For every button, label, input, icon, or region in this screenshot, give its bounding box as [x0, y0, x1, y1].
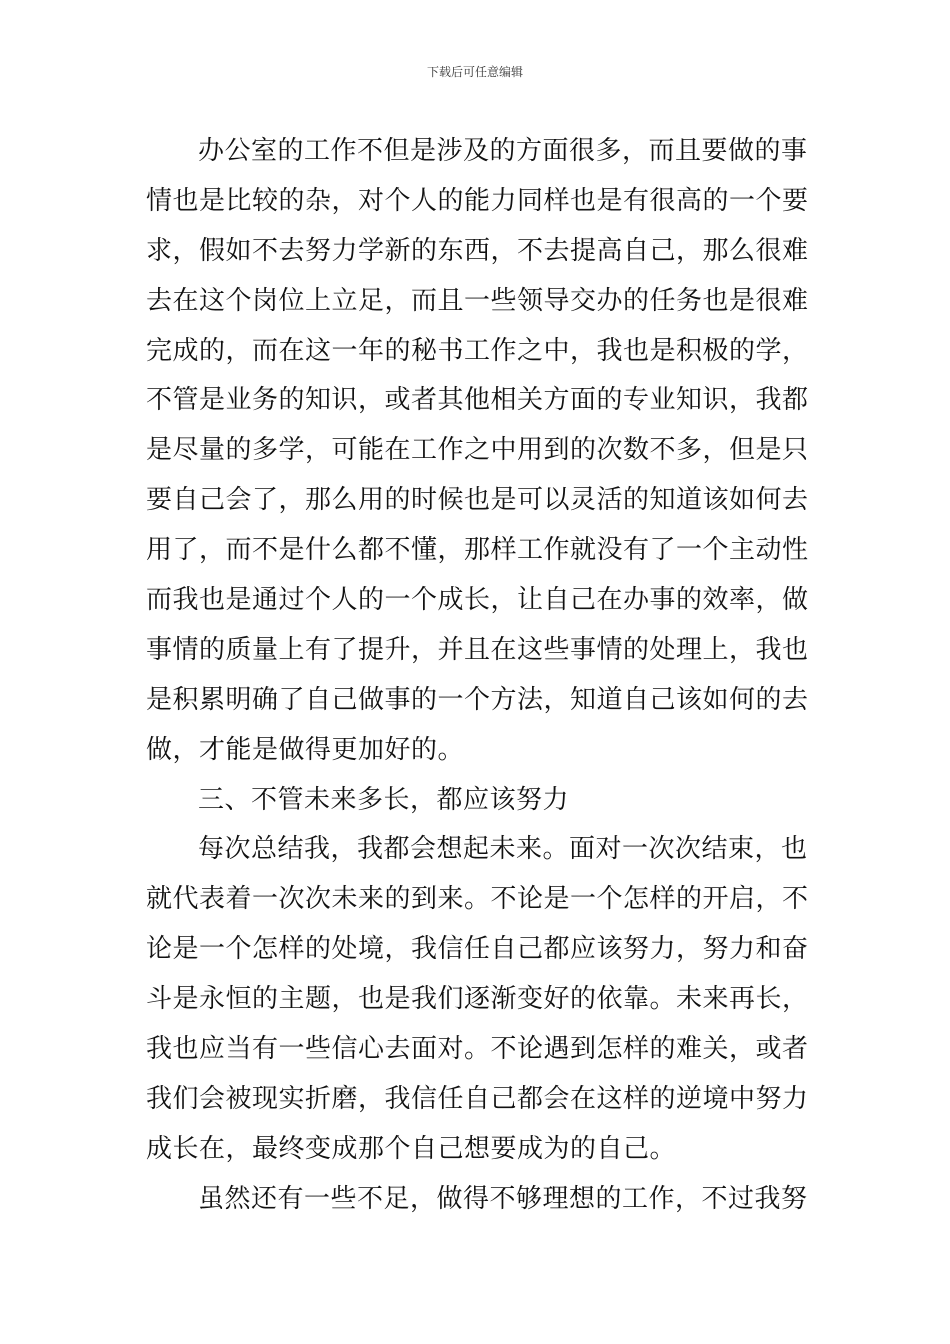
document-body	[146, 127, 810, 1225]
text-line: 虽然还有一些不足，做得不够理想的工作，不过我努	[198, 1183, 808, 1214]
text-line: 事情的质量上有了提升，并且在这些事情的处理上，我也	[146, 634, 809, 665]
text-line: 完成的，而在这一年的秘书工作之中，我也是积极的学，	[146, 335, 809, 366]
text-line: 去在这个岗位上立足，而且一些领导交办的任务也是很难	[146, 285, 809, 316]
text-line: 求，假如不去努力学新的东西，不去提高自己，那么很难	[146, 235, 809, 266]
section-heading: 三、不管未来多长，都应该努力	[198, 784, 570, 815]
text-line: 成长在，最终变成那个自己想要成为的自己。	[146, 1133, 677, 1164]
text-line: 是尽量的多学，可能在工作之中用到的次数不多，但是只	[146, 435, 809, 466]
text-line: 每次总结我，我都会想起未来。面对一次次结束，也	[198, 834, 808, 865]
text-line: 用了，而不是什么都不懂，那样工作就没有了一个主动性	[146, 535, 809, 566]
text-line: 是积累明确了自己做事的一个方法，知道自己该如何的去	[146, 684, 809, 715]
text-line: 斗是永恒的主题，也是我们逐渐变好的依靠。未来再长，	[146, 984, 809, 1015]
page-header: 下载后可任意编辑	[426, 65, 523, 79]
text-line: 情也是比较的杂，对个人的能力同样也是有很高的一个要	[146, 185, 809, 216]
text-line: 我们会被现实折磨，我信任自己都会在这样的逆境中努力	[146, 1083, 809, 1114]
text-line: 要自己会了，那么用的时候也是可以灵活的知道该如何去	[146, 485, 809, 516]
text-line: 做，才能是做得更加好的。	[146, 734, 465, 765]
text-line: 就代表着一次次未来的到来。不论是一个怎样的开启，不	[146, 884, 809, 915]
text-line: 我也应当有一些信心去面对。不论遇到怎样的难关，或者	[146, 1034, 809, 1065]
text-line: 而我也是通过个人的一个成长，让自己在办事的效率，做	[146, 585, 809, 616]
text-line: 办公室的工作不但是涉及的方面很多，而且要做的事	[198, 136, 808, 166]
text-line: 论是一个怎样的处境，我信任自己都应该努力，努力和奋	[146, 934, 809, 965]
text-line: 不管是业务的知识，或者其他相关方面的专业知识，我都	[146, 385, 809, 416]
